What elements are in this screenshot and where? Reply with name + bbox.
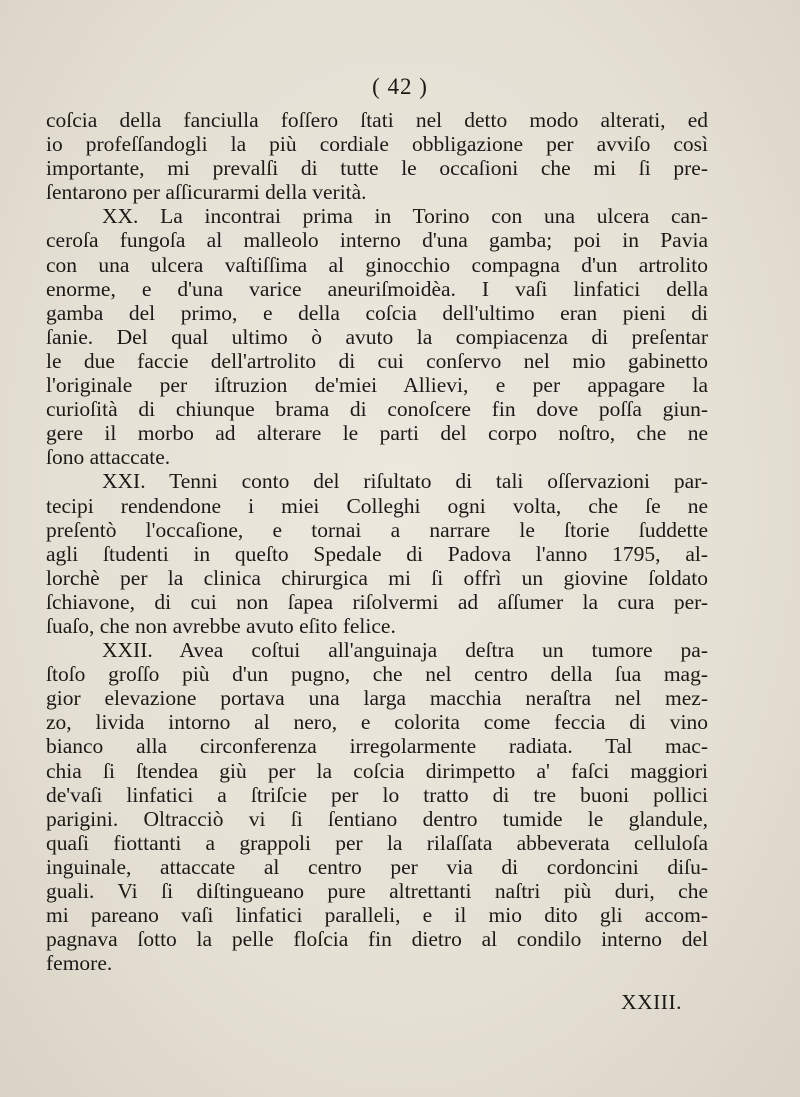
text-line: gior elevazione portava una larga macchia neraſtra nel mez- xyxy=(46,686,708,711)
text-line: coſcia della fanciulla foſſero ſtati nel detto modo alterati, ed xyxy=(46,108,708,132)
text-line: guali. Vi ſi diſtingueano pure altrettanti naſtri più duri, che xyxy=(46,879,708,903)
body-text xyxy=(46,108,708,975)
text-line: XX. La incontrai prima in Torino con una ulcera can- xyxy=(102,204,708,229)
text-line: ſuaſo, che non avrebbe avuto eſito felice. xyxy=(46,613,396,638)
catchword: XXIII. xyxy=(621,990,682,1014)
text-line: parigini. Oltracciò vi ſi ſentiano dentro tumide le glandule, xyxy=(46,806,708,831)
text-line: ſono attaccate. xyxy=(46,445,171,470)
text-line: ceroſa fungoſa al malleolo interno d'una gamba; poi in Pavia xyxy=(46,228,708,253)
text-line: curioſità di chiunque brama di conoſcere fin dove poſſa giun- xyxy=(46,397,708,422)
text-line: io profeſſandogli la più cordiale obbligazione per avviſo così xyxy=(46,132,708,157)
text-line: inguinale, attaccate al centro per via di cordoncini diſu- xyxy=(46,854,708,879)
text-line: gamba del primo, e della coſcia dell'ultimo eran pieni di xyxy=(46,300,708,325)
text-line: importante, mi prevalſi di tutte le occaſioni che mi ſi pre- xyxy=(46,156,708,181)
text-line: zo, livida intorno al nero, e colorita come feccia di vino xyxy=(46,710,708,735)
text-line: con una ulcera vaſtiſſima al ginocchio compagna d'un artrolito xyxy=(46,252,708,277)
text-line: de'vaſi linfatici a ſtriſcie per lo tratto di tre buoni pollici xyxy=(46,782,708,807)
text-line: le due faccie dell'artrolito di cui conſervo nel mio gabinetto xyxy=(46,348,708,373)
text-line: pagnava ſotto la pelle floſcia fin dietro al condilo interno del xyxy=(46,927,708,952)
text-line: XXII. Avea coſtui all'anguinaja deſtra un tumore pa- xyxy=(102,638,708,663)
text-line: agli ſtudenti in queſto Spedale di Padova l'anno 1795, al- xyxy=(46,541,708,566)
text-line: mi pareano vaſi linfatici paralleli, e il mio dito gli accom- xyxy=(46,903,708,928)
text-line: tecipi rendendone i miei Colleghi ogni volta, che ſe ne xyxy=(46,493,708,518)
text-line: gere il morbo ad alterare le parti del corpo noſtro, che ne xyxy=(46,421,708,446)
text-line: ſtoſo groſſo più d'un pugno, che nel centro della ſua mag- xyxy=(46,662,708,687)
text-line: quaſi fiottanti a grappoli per la rilaſſata abbeverata celluloſa xyxy=(46,830,708,855)
page-number: ( 42 ) xyxy=(372,74,428,99)
text-line: enorme, e d'una varice aneuriſmoidèa. I vaſi linfatici della xyxy=(46,276,708,301)
text-line: femore. xyxy=(46,951,113,976)
text-line: preſentò l'occaſione, e tornai a narrare le ſtorie ſuddette xyxy=(46,517,708,542)
text-line: lorchè per la clinica chirurgica mi ſi offrì un giovine ſoldato xyxy=(46,565,708,590)
text-line: ſchiavone, di cui non ſapea riſolvermi ad aſſumer la cura per- xyxy=(46,589,708,614)
text-line: ſanie. Del qual ultimo ò avuto la compiacenza di preſentar xyxy=(46,324,708,349)
text-line: chia ſi ſtendea giù per la coſcia dirimpetto a' faſci maggiori xyxy=(46,758,708,783)
text-line: l'originale per iſtruzion de'miei Allievi, e per appagare la xyxy=(46,373,708,398)
text-line: ſentarono per aſſicurarmi della verità. xyxy=(46,180,367,205)
text-line: bianco alla circonferenza irregolarmente radiata. Tal mac- xyxy=(46,734,708,759)
text-line: XXI. Tenni conto del riſultato di tali oſſervazioni par- xyxy=(102,469,708,494)
